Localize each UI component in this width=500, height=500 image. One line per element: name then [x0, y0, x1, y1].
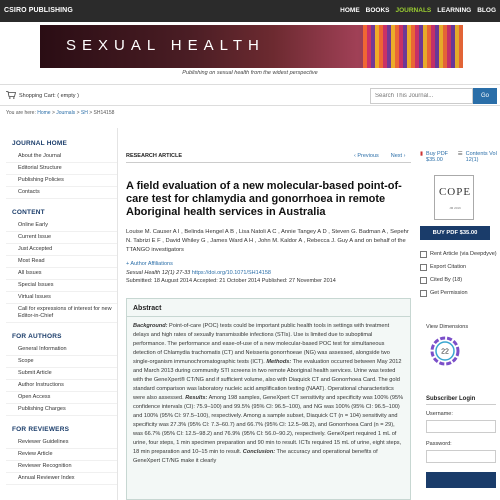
divider [426, 404, 496, 405]
nav-blog[interactable]: BLOG [477, 7, 496, 14]
username-label: Username: [426, 411, 453, 417]
breadcrumb: You are here: Home > Journals > SH > SH14158 [6, 110, 115, 116]
article-type-label: RESEARCH ARTICLE [126, 153, 183, 159]
sidebar-heading-for-reviewers[interactable]: FOR REVIEWERS [12, 426, 70, 433]
sidebar-item-review-article[interactable]: Review Article [6, 449, 117, 461]
shopping-cart-icon[interactable] [6, 91, 16, 99]
abstract-text: Background: Point-of-care (POC) tests could be important public health tools in settings with treatment delays and high rates of sexually transmissible infections (STIs). Use is limited due to suboptimal performance. The performance and ease-of-use of a new molecular-based POC test for simultaneous detection of Chlamydia trachomatis (CT) and Neisseria gonorrhoeae (NG) was assessed, alongside two single-organism immunochromatographic tests (ICT). Methods: The evaluation occurred between May 2012 and March 2013 during community STI screens in two remote Aboriginal health services. Urine was tested with the GeneXpert® CT/NG and if sufficient volume, also with Diaquick CT and Gonorrhoea Card. The gold standard comparison was laboratory nucleic acid amplification testing (NAAT). Operational characteristics were also assessed. Results: Among 198 samples, GeneXpert CT sensitivity and specificity was 100% (95% confidence intervals (CI): 75.9–100) and 99.5% (95% CI: 96.5–100), and NG was 100% (95% CI: 96.5–100) and 100% (95% CI: 97.5–100), respectively. Among a sample subset, Diaquick CT (n = 104) sensitivity and specificity was 27.3% (95% CI: 7.3–60.7) and 66.7% (95% CI: 12.5–98.2), and Gonorrhoea Card (n = 29), was 66.7% (95% CI: 12.5–98.2) and 76.9% (95% CI: 56.0–90.2), respectively. GeneXpert required 1 mL of urine, four steps, 1 min specimen preparation and 90 min to result. ICTs required 15 mL of urine, eight steps, 18 min preparation and 10–15 min to result. Conclusion: The accuracy and operational benefits of GeneXpert CT/NG make it clearly [133, 323, 404, 464]
citation-block [126, 269, 336, 285]
journal-banner[interactable] [40, 25, 463, 68]
sidebar-item-reviewer-index[interactable]: Annual Reviewer Index [6, 473, 117, 485]
abstract-label-background: Background: [133, 323, 168, 329]
password-label: Password: [426, 441, 452, 447]
breadcrumb-current: SH14158 [93, 110, 115, 116]
sidebar-item-reviewer-guidelines[interactable]: Reviewer Guidelines [6, 437, 117, 449]
sidebar-item-general-info[interactable]: General Information [6, 344, 117, 356]
article-main [126, 128, 411, 500]
cope-logo[interactable] [434, 175, 474, 220]
sidebar-item-current-issue[interactable]: Current Issue [6, 232, 117, 244]
sidebar-item-contacts[interactable]: Contacts [6, 187, 117, 199]
permission-icon [420, 290, 427, 297]
nav-home[interactable]: HOME [340, 7, 360, 14]
pdf-icon: ▮ [420, 151, 424, 157]
password-field[interactable] [426, 450, 496, 463]
banner-decoration [363, 25, 463, 68]
rent-article-action[interactable]: Rent Article (via Deepdyve) [420, 248, 498, 261]
journal-search-input[interactable] [370, 88, 473, 104]
sidebar-item-policies[interactable]: Publishing Policies [6, 175, 117, 187]
contents-icon: ☰ [457, 151, 463, 157]
login-button[interactable] [426, 472, 496, 488]
article-dates: Submitted: 18 August 2014 Accepted: 21 October 2014 Published: 27 November 2014 [126, 278, 336, 284]
abstract-panel [126, 298, 411, 500]
abstract-label-results: Results: [185, 395, 208, 401]
sidebar-item-editorial[interactable]: Editorial Structure [6, 163, 117, 175]
nav-journals[interactable]: JOURNALS [395, 7, 432, 14]
cart-search-bar [0, 84, 500, 106]
sidebar-heading-content[interactable]: CONTENT [12, 209, 45, 216]
article-pager [354, 153, 405, 159]
dimensions-count: 22 [441, 348, 449, 356]
sidebar-item-call-editor[interactable]: Call for expressions of interest for new Editor-in-Chief [6, 304, 117, 323]
author-list[interactable]: Louise M. Causer A I , Belinda Hengel A B , Lisa Natoli A C , Annie Tangey A D , Steven G. Badman A , Sepehr N. Tabrizi E F , David Whiley G , James Ward A H , John M. Kaldor A , Rebecca J. Guy A and on behalf of the TTANGO investigators [126, 229, 409, 253]
cited-by-action[interactable]: Cited By (18) [420, 274, 498, 287]
sidebar-item-author-instructions[interactable]: Author Instructions [6, 380, 117, 392]
brand-logo[interactable]: CSIRO PUBLISHING [4, 7, 73, 14]
search-go-button[interactable]: Go [473, 88, 497, 104]
nav-books[interactable]: BOOKS [365, 7, 390, 14]
sidebar-item-publishing-charges[interactable]: Publishing Charges [6, 404, 117, 416]
divider [126, 162, 411, 163]
cope-logo-text: COPE [438, 186, 472, 198]
journal-tagline: Publishing on sexual health from the widest perspective [182, 70, 318, 76]
breadcrumb-home[interactable]: Home [37, 110, 51, 116]
sidebar-item-most-read[interactable]: Most Read [6, 256, 117, 268]
abstract-label-conclusion: Conclusion: [242, 449, 276, 455]
sidebar-item-submit-article[interactable]: Submit Article [6, 368, 117, 380]
sidebar [6, 128, 118, 500]
sidebar-item-scope[interactable]: Scope [6, 356, 117, 368]
breadcrumb-sh[interactable]: SH [80, 110, 88, 116]
rent-icon [420, 251, 427, 258]
view-dimensions-label[interactable]: View Dimensions [426, 324, 469, 330]
main-nav [340, 7, 496, 14]
sidebar-item-online-early[interactable]: Online Early [6, 220, 117, 232]
article-actions [420, 248, 498, 300]
buy-pdf-button[interactable]: BUY PDF $35.00 [420, 226, 490, 240]
breadcrumb-prefix: You are here: [6, 110, 36, 116]
next-article-link[interactable]: Next › [390, 153, 406, 159]
sidebar-heading-for-authors[interactable]: FOR AUTHORS [12, 333, 62, 340]
sidebar-item-open-access[interactable]: Open Access [6, 392, 117, 404]
citation-icon [420, 277, 427, 284]
article-title: A field evaluation of a new molecular-based point-of-care test for chlamydia and gonorrhoea in remote Aboriginal health services in Australia [126, 180, 402, 218]
export-icon [420, 264, 427, 271]
breadcrumb-journals[interactable]: Journals [56, 110, 76, 116]
sidebar-heading-journal-home[interactable]: JOURNAL HOME [12, 140, 68, 147]
abstract-label-methods: Methods: [266, 359, 292, 365]
username-field[interactable] [426, 420, 496, 433]
cope-member-text: JM 2016 [449, 206, 461, 210]
sidebar-item-special-issues[interactable]: Special Issues [6, 280, 117, 292]
nav-learning[interactable]: LEARNING [437, 7, 472, 14]
sidebar-item-reviewer-recognition[interactable]: Reviewer Recognition [6, 461, 117, 473]
abstract-heading: Abstract [127, 299, 410, 317]
top-navigation-bar [0, 0, 500, 22]
subscriber-login-title: Subscriber Login [426, 396, 476, 402]
sidebar-item-all-issues[interactable]: All Issues [6, 268, 117, 280]
get-permission-action[interactable]: Get Permission [420, 287, 498, 300]
author-affiliations-toggle[interactable]: + Author Affiliations [126, 261, 173, 267]
previous-article-link[interactable]: ‹ Previous [354, 153, 379, 159]
sidebar-item-virtual-issues[interactable]: Virtual Issues [6, 292, 117, 304]
pdf-and-contents [420, 151, 498, 163]
shopping-cart-link[interactable]: Shopping Cart: ( empty ) [19, 93, 79, 99]
doi-link[interactable]: https://doi.org/10.1071/SH14158 [191, 270, 271, 276]
sidebar-item-just-accepted[interactable]: Just Accepted [6, 244, 117, 256]
buy-pdf-link[interactable]: Buy PDF $35.00 [426, 151, 449, 163]
contents-link[interactable]: Contents Vol 12(1) [465, 151, 497, 163]
right-sidebar [420, 128, 498, 500]
dimensions-badge-icon[interactable] [430, 336, 460, 366]
sidebar-item-about[interactable]: About the Journal [6, 151, 117, 163]
export-citation-action[interactable]: Export Citation [420, 261, 498, 274]
journal-title: SEXUAL HEALTH [66, 37, 265, 54]
journal-reference: Sexual Health 12(1) 27-33 [126, 270, 191, 276]
